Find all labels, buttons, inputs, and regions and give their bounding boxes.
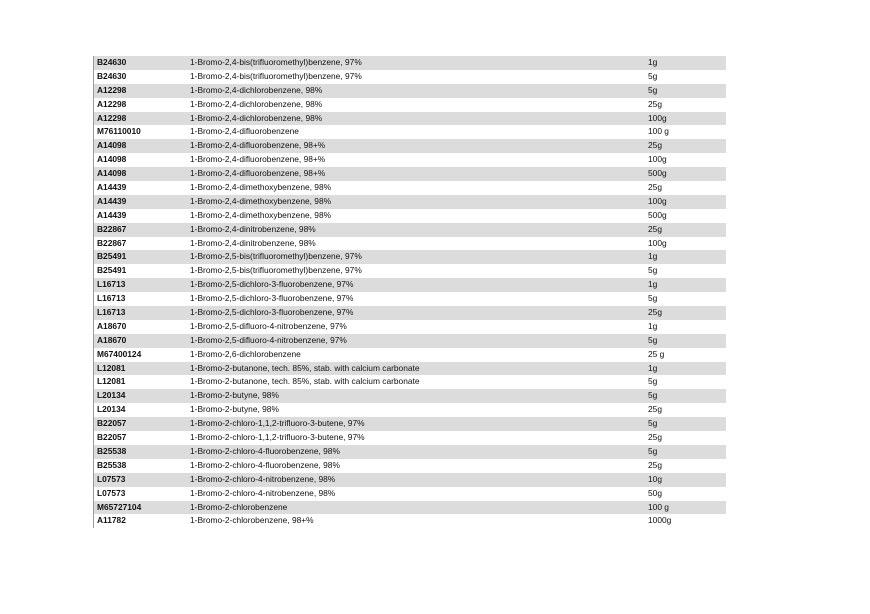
product-name: 1-Bromo-2,4-bis(trifluoromethyl)benzene, 97% xyxy=(190,70,362,81)
product-code: B22867 xyxy=(97,237,127,248)
product-quantity: 5g xyxy=(648,445,658,456)
table-row xyxy=(94,459,726,473)
product-name: 1-Bromo-2,6-dichlorobenzene xyxy=(190,348,301,359)
table-row xyxy=(94,362,726,376)
product-quantity: 100g xyxy=(648,112,667,123)
table-row xyxy=(94,84,726,98)
product-quantity: 25g xyxy=(648,432,662,443)
product-quantity: 25g xyxy=(648,182,662,193)
product-code: A12298 xyxy=(97,98,127,109)
product-code: L12081 xyxy=(97,362,126,373)
product-name: 1-Bromo-2-butyne, 98% xyxy=(190,390,279,401)
table-row xyxy=(94,473,726,487)
table-row xyxy=(94,237,726,251)
table-row xyxy=(94,153,726,167)
table-row xyxy=(94,209,726,223)
product-code: B22057 xyxy=(97,418,127,429)
product-quantity: 500g xyxy=(648,209,667,220)
product-name: 1-Bromo-2,4-dichlorobenzene, 98% xyxy=(190,84,323,95)
product-name: 1-Bromo-2,5-dichloro-3-fluorobenzene, 97% xyxy=(190,279,354,290)
product-quantity: 25g xyxy=(648,459,662,470)
product-code: A14098 xyxy=(97,154,127,165)
product-name: 1-Bromo-2,4-dimethoxybenzene, 98% xyxy=(190,182,332,193)
product-quantity: 1g xyxy=(648,279,658,290)
product-quantity: 100g xyxy=(648,195,667,206)
product-code: A14098 xyxy=(97,140,127,151)
product-code: B24630 xyxy=(97,57,127,67)
product-code: A14098 xyxy=(97,168,127,179)
product-quantity: 50g xyxy=(648,487,662,498)
product-code: B25538 xyxy=(97,445,127,456)
product-name: 1-Bromo-2,4-difluorobenzene, 98+% xyxy=(190,154,326,165)
product-name: 1-Bromo-2,4-difluorobenzene, 98+% xyxy=(190,140,326,151)
product-quantity: 5g xyxy=(648,390,658,401)
table-row xyxy=(94,278,726,292)
product-quantity: 5g xyxy=(648,334,658,345)
product-code: A14439 xyxy=(97,195,127,206)
product-code: A14439 xyxy=(97,182,127,193)
product-name: 1-Bromo-2,4-difluorobenzene, 98+% xyxy=(190,168,326,179)
product-quantity: 5g xyxy=(648,293,658,304)
product-name: 1-Bromo-2,4-dichlorobenzene, 98% xyxy=(190,112,323,123)
product-name: 1-Bromo-2,5-dichloro-3-fluorobenzene, 97% xyxy=(190,307,354,318)
product-code: L07573 xyxy=(97,487,126,498)
product-code: L16713 xyxy=(97,293,126,304)
product-quantity: 100 g xyxy=(648,126,669,137)
table-row xyxy=(94,181,726,195)
table-row xyxy=(94,501,726,515)
product-name: 1-Bromo-2-butyne, 98% xyxy=(190,404,279,415)
product-name: 1-Bromo-2-chloro-1,1,2-trifluoro-3-butene, 97% xyxy=(190,432,365,443)
product-code: L12081 xyxy=(97,376,126,387)
table-row xyxy=(94,320,726,334)
product-quantity: 1g xyxy=(648,320,658,331)
table-row xyxy=(94,98,726,112)
product-code: B25491 xyxy=(97,251,127,262)
table-row xyxy=(94,306,726,320)
table-row xyxy=(94,375,726,389)
product-code: A18670 xyxy=(97,320,127,331)
product-name: 1-Bromo-2,4-dimethoxybenzene, 98% xyxy=(190,195,332,206)
product-quantity: 10g xyxy=(648,473,662,484)
product-quantity: 100g xyxy=(648,237,667,248)
product-code: M67400124 xyxy=(97,348,142,359)
product-code: L20134 xyxy=(97,390,126,401)
product-code: B25491 xyxy=(97,265,127,276)
product-quantity: 5g xyxy=(648,265,658,276)
product-table xyxy=(93,56,726,528)
product-quantity: 5g xyxy=(648,84,658,95)
product-quantity: 1000g xyxy=(648,515,672,526)
table-row xyxy=(94,264,726,278)
product-quantity: 1g xyxy=(648,251,658,262)
product-code: A12298 xyxy=(97,84,127,95)
product-code: M76110010 xyxy=(97,126,141,137)
product-code: B25538 xyxy=(97,459,127,470)
product-quantity: 25g xyxy=(648,404,662,415)
table-row xyxy=(94,431,726,445)
product-code: M65727104 xyxy=(97,501,142,512)
table-row xyxy=(94,112,726,126)
product-quantity: 5g xyxy=(648,418,658,429)
product-quantity: 25 g xyxy=(648,348,665,359)
product-code: L16713 xyxy=(97,307,126,318)
table-row xyxy=(94,389,726,403)
product-quantity: 25g xyxy=(648,223,662,234)
product-name: 1-Bromo-2,4-bis(trifluoromethyl)benzene, 97% xyxy=(190,57,362,67)
product-code: L20134 xyxy=(97,404,126,415)
product-quantity: 25g xyxy=(648,98,662,109)
table-row xyxy=(94,487,726,501)
product-name: 1-Bromo-2-butanone, tech. 85%, stab. with calcium carbonate xyxy=(190,362,420,373)
product-name: 1-Bromo-2-chloro-4-nitrobenzene, 98% xyxy=(190,487,336,498)
product-name: 1-Bromo-2,5-bis(trifluoromethyl)benzene, 97% xyxy=(190,265,362,276)
product-code: A11782 xyxy=(97,515,126,526)
product-code: A18670 xyxy=(97,334,127,345)
table-row xyxy=(94,139,726,153)
product-name: 1-Bromo-2,4-dichlorobenzene, 98% xyxy=(190,98,323,109)
table-row xyxy=(94,195,726,209)
table-row xyxy=(94,348,726,362)
product-quantity: 100g xyxy=(648,154,667,165)
product-name: 1-Bromo-2-chlorobenzene xyxy=(190,501,288,512)
product-code: L16713 xyxy=(97,279,126,290)
product-quantity: 500g xyxy=(648,168,667,179)
product-name: 1-Bromo-2,5-difluoro-4-nitrobenzene, 97% xyxy=(190,334,347,345)
product-name: 1-Bromo-2,4-dimethoxybenzene, 98% xyxy=(190,209,332,220)
table-row xyxy=(94,292,726,306)
product-name: 1-Bromo-2,5-difluoro-4-nitrobenzene, 97% xyxy=(190,320,347,331)
table-row xyxy=(94,445,726,459)
table-row xyxy=(94,223,726,237)
table-row xyxy=(94,417,726,431)
product-quantity: 5g xyxy=(648,70,658,81)
product-quantity: 1g xyxy=(648,362,658,373)
product-name: 1-Bromo-2,4-difluorobenzene xyxy=(190,126,299,137)
product-name: 1-Bromo-2-chlorobenzene, 98+% xyxy=(190,515,314,526)
product-name: 1-Bromo-2-chloro-4-fluorobenzene, 98% xyxy=(190,445,340,456)
product-quantity: 100 g xyxy=(648,501,669,512)
product-code: L07573 xyxy=(97,473,126,484)
table-row xyxy=(94,334,726,348)
product-code: B24630 xyxy=(97,70,127,81)
product-name: 1-Bromo-2,4-dinitrobenzene, 98% xyxy=(190,237,316,248)
product-name: 1-Bromo-2,5-bis(trifluoromethyl)benzene, 97% xyxy=(190,251,362,262)
product-code: A14439 xyxy=(97,209,127,220)
product-name: 1-Bromo-2-butanone, tech. 85%, stab. with calcium carbonate xyxy=(190,376,420,387)
product-name: 1-Bromo-2-chloro-4-fluorobenzene, 98% xyxy=(190,459,340,470)
product-quantity: 25g xyxy=(648,307,662,318)
product-quantity: 1g xyxy=(648,57,658,67)
product-code: A12298 xyxy=(97,112,127,123)
product-name: 1-Bromo-2-chloro-4-nitrobenzene, 98% xyxy=(190,473,336,484)
table-row xyxy=(94,125,726,139)
product-quantity: 25g xyxy=(648,140,662,151)
product-quantity: 5g xyxy=(648,376,658,387)
table-row xyxy=(94,167,726,181)
table-row xyxy=(94,56,726,70)
product-name: 1-Bromo-2-chloro-1,1,2-trifluoro-3-butene, 97% xyxy=(190,418,365,429)
table-row xyxy=(94,403,726,417)
table-row xyxy=(94,250,726,264)
table-row xyxy=(94,514,726,528)
product-name: 1-Bromo-2,4-dinitrobenzene, 98% xyxy=(190,223,316,234)
table-row xyxy=(94,70,726,84)
product-name: 1-Bromo-2,5-dichloro-3-fluorobenzene, 97% xyxy=(190,293,354,304)
product-code: B22057 xyxy=(97,432,127,443)
product-code: B22867 xyxy=(97,223,127,234)
